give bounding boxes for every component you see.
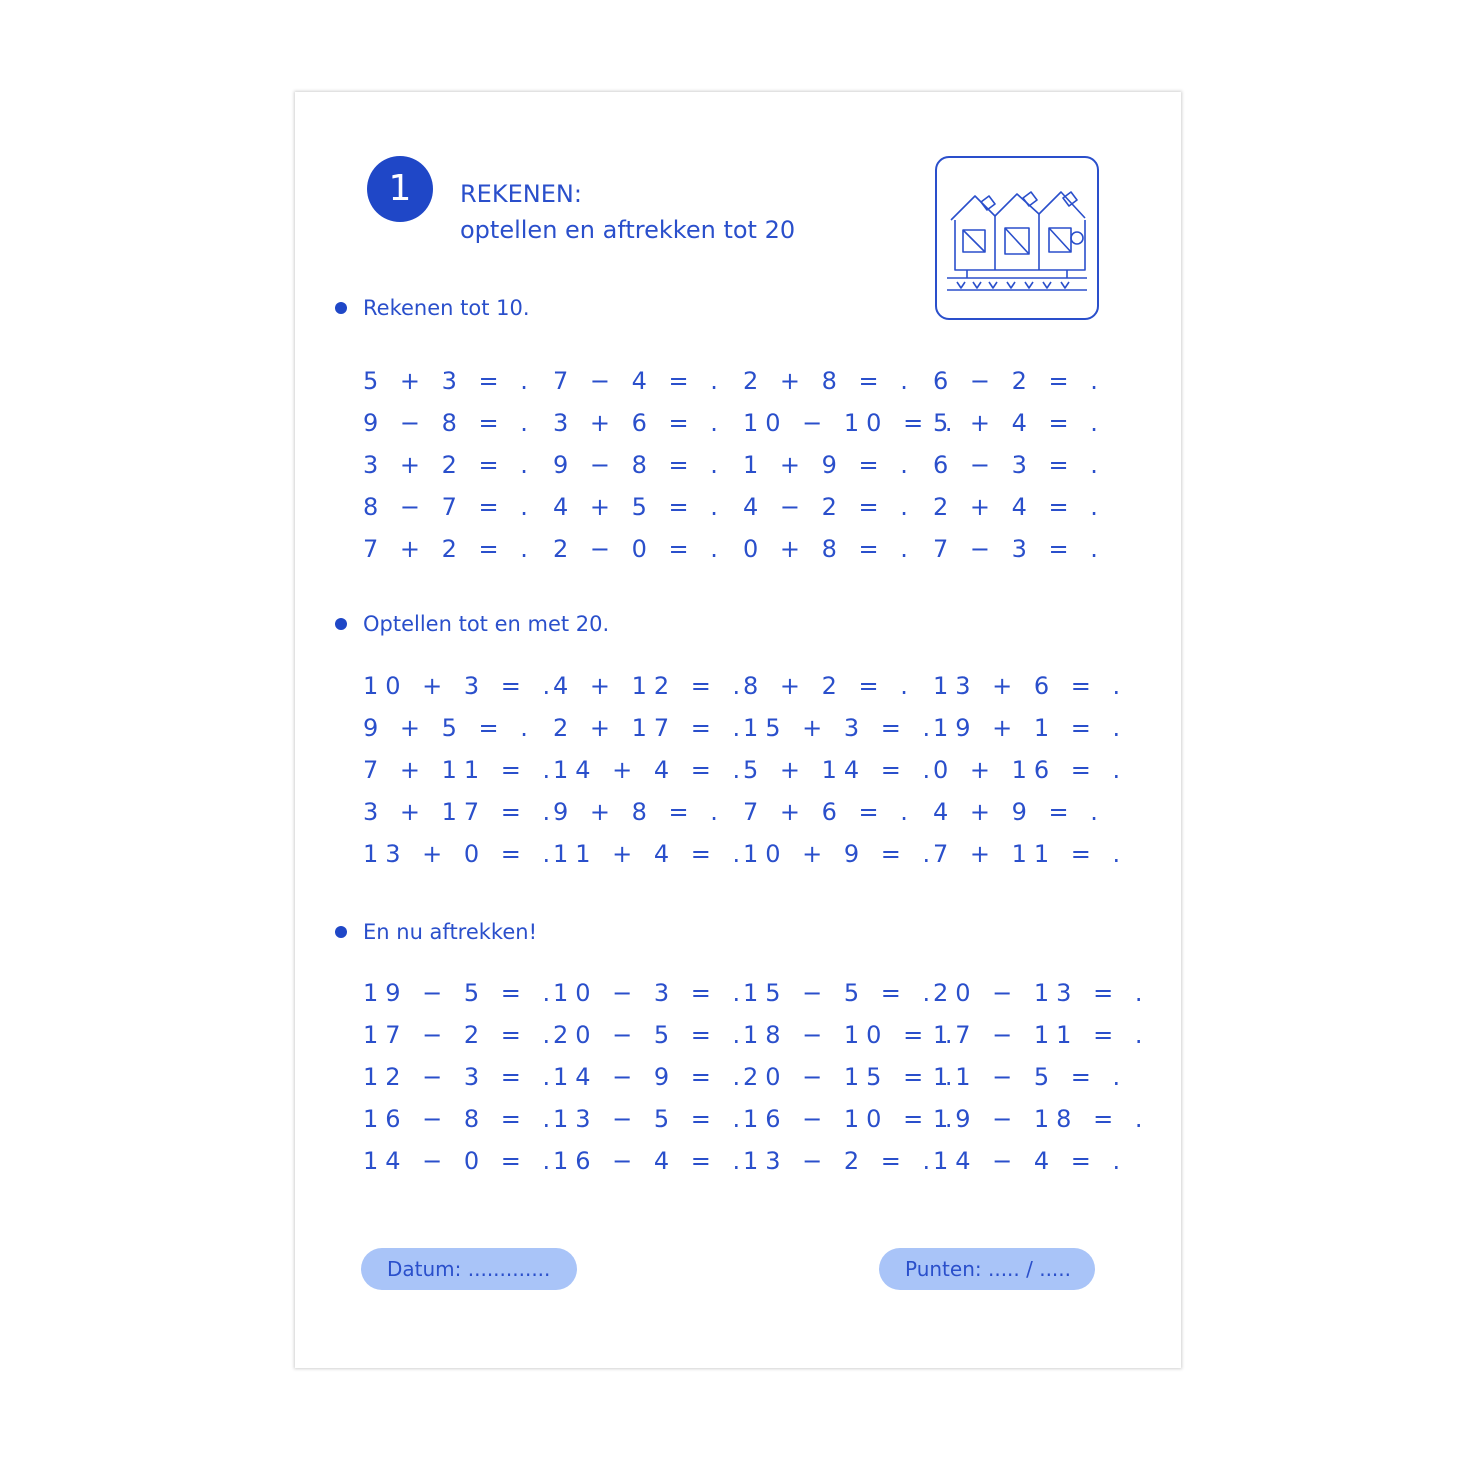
exercise-cell: 11 − 5 = . bbox=[933, 1063, 1128, 1091]
exercise-row bbox=[363, 707, 1128, 749]
exercise-cell: 13 + 0 = . bbox=[363, 840, 558, 868]
exercise-row bbox=[363, 749, 1128, 791]
exercise-cell: 5 + 14 = . bbox=[743, 756, 938, 784]
exercise-cell: 16 − 8 = . bbox=[363, 1105, 558, 1133]
exercise-cell: 7 + 11 = . bbox=[933, 840, 1128, 868]
exercise-cell: 0 + 16 = . bbox=[933, 756, 1128, 784]
exercise-cell: 13 + 6 = . bbox=[933, 672, 1128, 700]
section-heading-optellen bbox=[335, 612, 609, 636]
bullet-icon bbox=[335, 926, 347, 938]
exercise-cell: 9 − 8 = . bbox=[363, 409, 535, 437]
exercise-cell: 13 − 5 = . bbox=[553, 1105, 748, 1133]
exercise-cell: 15 + 3 = . bbox=[743, 714, 938, 742]
exercise-cell: 2 − 0 = . bbox=[553, 535, 725, 563]
exercise-grid-2 bbox=[363, 665, 1128, 875]
exercise-cell: 15 − 5 = . bbox=[743, 979, 938, 1007]
title-line-2: optellen en aftrekken tot 20 bbox=[460, 216, 796, 244]
exercise-row bbox=[363, 1056, 1128, 1098]
exercise-cell: 12 − 3 = . bbox=[363, 1063, 558, 1091]
worksheet-title bbox=[460, 176, 795, 248]
exercise-cell: 14 − 9 = . bbox=[553, 1063, 748, 1091]
exercise-cell: 10 + 9 = . bbox=[743, 840, 938, 868]
section-heading-rekenen-tot-10 bbox=[335, 296, 530, 320]
exercise-cell: 1 + 9 = . bbox=[743, 451, 915, 479]
exercise-cell: 9 + 5 = . bbox=[363, 714, 535, 742]
punten-field[interactable]: Punten: ..... / ..... bbox=[879, 1248, 1095, 1290]
exercise-cell: 14 − 0 = . bbox=[363, 1147, 558, 1175]
exercise-cell: 4 + 9 = . bbox=[933, 798, 1105, 826]
exercise-row bbox=[363, 791, 1123, 833]
exercise-cell: 3 + 2 = . bbox=[363, 451, 535, 479]
exercise-cell: 19 − 5 = . bbox=[363, 979, 558, 1007]
exercise-grid-3 bbox=[363, 972, 1150, 1182]
exercise-number-badge: 1 bbox=[367, 156, 433, 222]
exercise-cell: 10 + 3 = . bbox=[363, 672, 558, 700]
exercise-cell: 10 − 3 = . bbox=[553, 979, 748, 1007]
exercise-row bbox=[363, 833, 1128, 875]
exercise-cell: 7 − 3 = . bbox=[933, 535, 1105, 563]
exercise-cell: 0 + 8 = . bbox=[743, 535, 915, 563]
illustration-houses-icon bbox=[935, 156, 1099, 320]
exercise-cell: 4 + 5 = . bbox=[553, 493, 725, 521]
exercise-row bbox=[363, 486, 1123, 528]
exercise-cell: 19 − 18 = . bbox=[933, 1105, 1150, 1133]
exercise-cell: 14 − 4 = . bbox=[933, 1147, 1128, 1175]
exercise-cell: 6 − 3 = . bbox=[933, 451, 1105, 479]
exercise-cell: 20 − 13 = . bbox=[933, 979, 1150, 1007]
exercise-row bbox=[363, 972, 1150, 1014]
exercise-row bbox=[363, 528, 1123, 570]
exercise-cell: 17 − 2 = . bbox=[363, 1021, 558, 1049]
exercise-cell: 20 − 5 = . bbox=[553, 1021, 748, 1049]
exercise-cell: 8 − 7 = . bbox=[363, 493, 535, 521]
exercise-cell: 4 + 12 = . bbox=[553, 672, 748, 700]
exercise-row bbox=[363, 444, 1123, 486]
section-heading-text: Optellen tot en met 20. bbox=[363, 612, 610, 636]
exercise-grid-1 bbox=[363, 360, 1123, 570]
houses-drawing bbox=[937, 158, 1097, 318]
exercise-cell: 7 + 6 = . bbox=[743, 798, 915, 826]
exercise-cell: 2 + 17 = . bbox=[553, 714, 748, 742]
exercise-row bbox=[363, 1098, 1150, 1140]
exercise-cell: 8 + 2 = . bbox=[743, 672, 915, 700]
exercise-row bbox=[363, 402, 1123, 444]
exercise-cell: 2 + 8 = . bbox=[743, 367, 915, 395]
exercise-cell: 17 − 11 = . bbox=[933, 1021, 1150, 1049]
exercise-cell: 10 − 10 = . bbox=[743, 409, 960, 437]
exercise-row bbox=[363, 1014, 1150, 1056]
exercise-cell: 7 − 4 = . bbox=[553, 367, 725, 395]
exercise-cell: 2 + 4 = . bbox=[933, 493, 1105, 521]
exercise-row bbox=[363, 1140, 1128, 1182]
exercise-cell: 14 + 4 = . bbox=[553, 756, 748, 784]
exercise-cell: 9 − 8 = . bbox=[553, 451, 725, 479]
exercise-cell: 6 − 2 = . bbox=[933, 367, 1105, 395]
title-line-1: REKENEN: bbox=[460, 180, 582, 208]
exercise-cell: 19 + 1 = . bbox=[933, 714, 1128, 742]
exercise-cell: 7 + 11 = . bbox=[363, 756, 558, 784]
section-heading-text: Rekenen tot 10. bbox=[363, 296, 530, 320]
exercise-cell: 11 + 4 = . bbox=[553, 840, 748, 868]
exercise-cell: 5 + 4 = . bbox=[933, 409, 1105, 437]
exercise-row bbox=[363, 665, 1128, 707]
exercise-cell: 16 − 10 = . bbox=[743, 1105, 960, 1133]
exercise-cell: 13 − 2 = . bbox=[743, 1147, 938, 1175]
worksheet-page bbox=[295, 92, 1181, 1368]
exercise-row bbox=[363, 360, 1123, 402]
exercise-cell: 7 + 2 = . bbox=[363, 535, 535, 563]
section-heading-text: En nu aftrekken! bbox=[363, 920, 537, 944]
datum-field[interactable]: Datum: ............. bbox=[361, 1248, 577, 1290]
exercise-cell: 3 + 6 = . bbox=[553, 409, 725, 437]
exercise-cell: 20 − 15 = . bbox=[743, 1063, 960, 1091]
exercise-cell: 3 + 17 = . bbox=[363, 798, 558, 826]
bullet-icon bbox=[335, 618, 347, 630]
exercise-cell: 4 − 2 = . bbox=[743, 493, 915, 521]
exercise-cell: 5 + 3 = . bbox=[363, 367, 535, 395]
exercise-cell: 9 + 8 = . bbox=[553, 798, 725, 826]
bullet-icon bbox=[335, 302, 347, 314]
exercise-cell: 16 − 4 = . bbox=[553, 1147, 748, 1175]
section-heading-aftrekken bbox=[335, 920, 537, 944]
exercise-cell: 18 − 10 = . bbox=[743, 1021, 960, 1049]
